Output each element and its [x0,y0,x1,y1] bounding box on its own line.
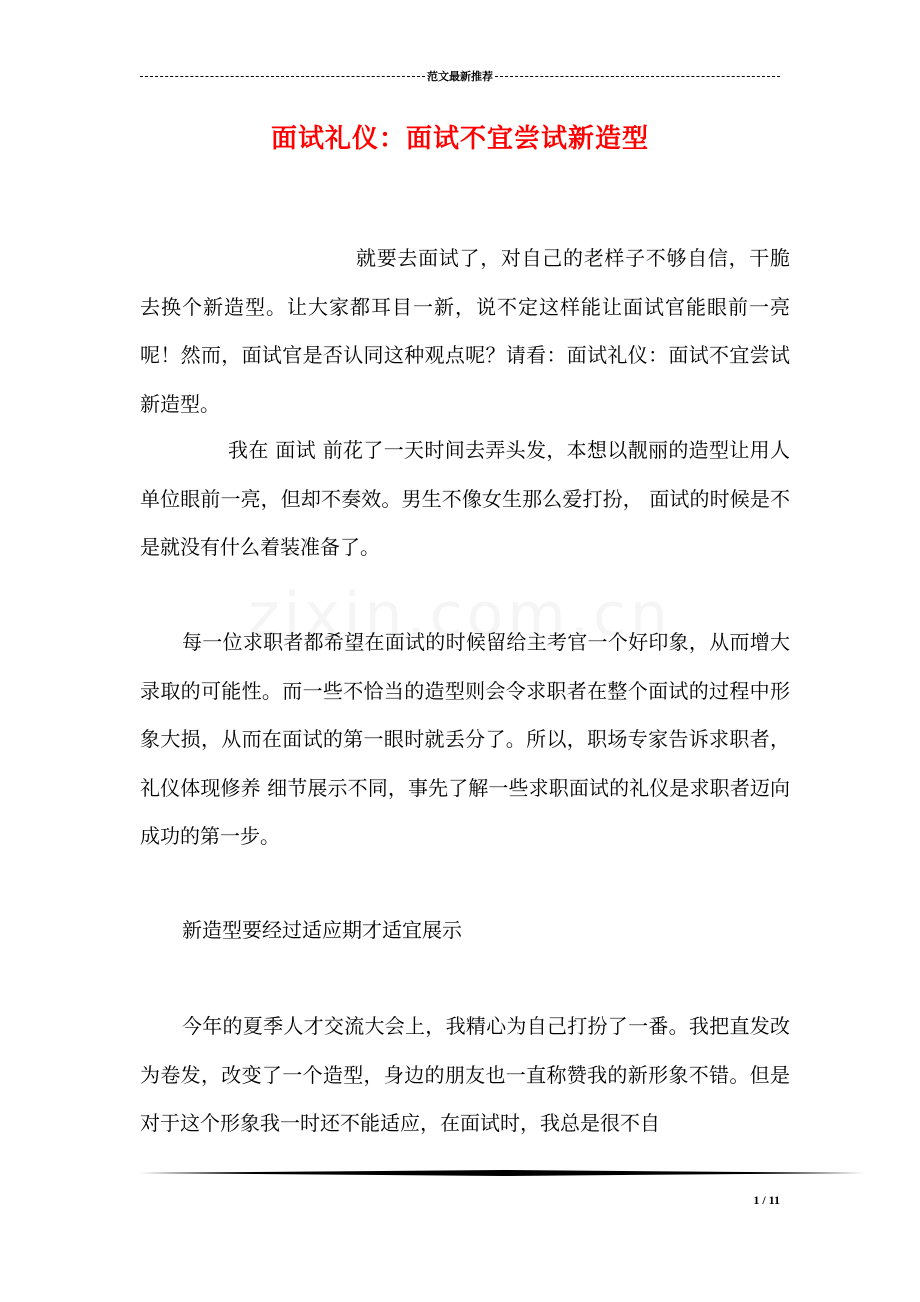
header-rule-left [140,76,425,77]
header-label: 范文最新推荐 [427,70,493,83]
paragraph-anecdote: 我在 面试 前花了一天时间去弄头发，本想以靓丽的造型让用人单位眼前一亮，但却不奏效。男生不像女生那么爱打扮， 面试的时候是不是就没有什么着装准备了。 [140,438,790,559]
paragraph-advice: 每一位求职者都希望在面试的时候留给主考官一个好印象，从而增大录取的可能性。而一些不恰当的造型则会令求职者在整个面试的过程中形象大损，从而在面试的第一眼时就丢分了。所以，职场专家告诉求职者，礼仪体现修养 细节展示不同，事先了解一些求职面试的礼仪是求职者迈向成功的第一步。 [140,630,790,848]
header-rule-right [495,76,780,77]
page-number: 1 / 11 [753,1193,780,1207]
page-header [140,68,780,84]
document-title: 面试礼仪：面试不宜尝试新造型 [270,124,649,154]
paragraph-intro: 就要去面试了，对自己的老样子不够自信，干脆去换个新造型。让大家都耳目一新，说不定这样能让面试官能眼前一亮呢！然而，面试官是否认同这种观点呢？请看：面试礼仪：面试不宜尝试新造型。 [140,246,790,416]
paragraph-story: 今年的夏季人才交流大会上，我精心为自己打扮了一番。我把直发改为卷发，改变了一个造型，身边的朋友也一直称赞我的新形象不错。但是对于这个形象我一时还不能适应，在面试时，我总是很不自 [140,1014,790,1135]
footer-rule [140,1170,864,1176]
section-heading: 新造型要经过适应期才适宜展示 [182,918,462,942]
